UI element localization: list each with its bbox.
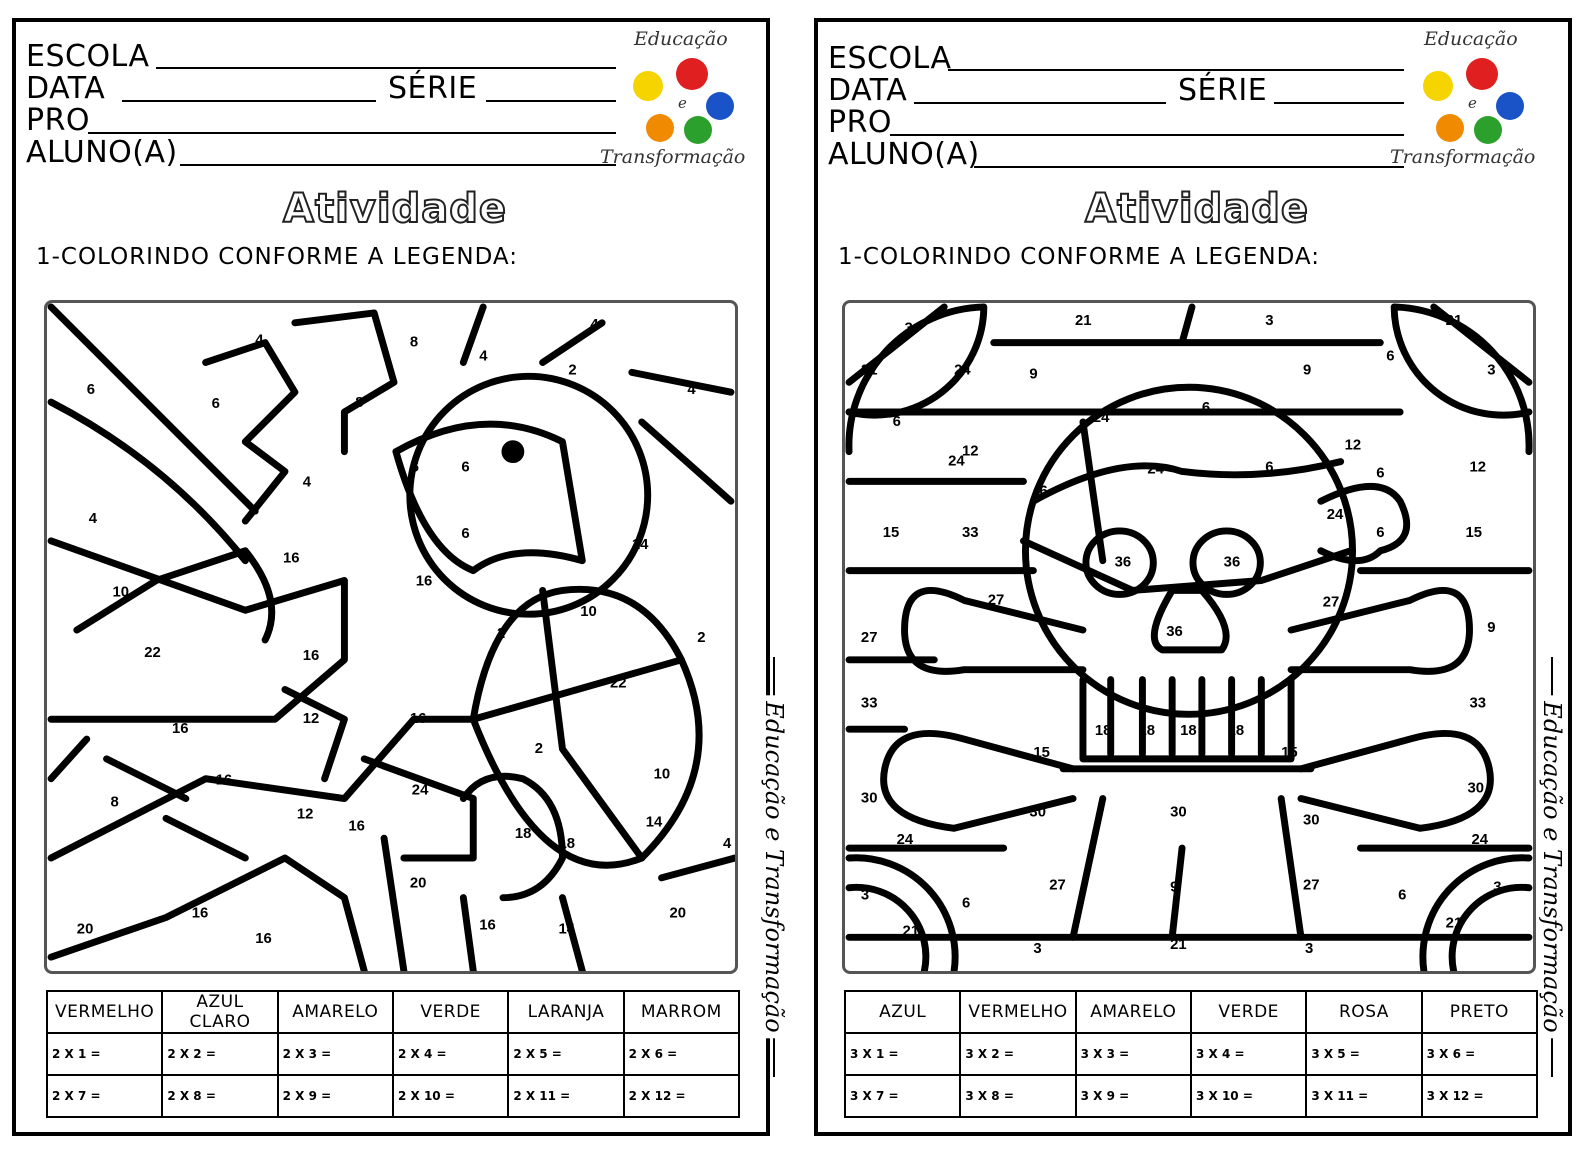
region-number: 6 bbox=[1039, 483, 1048, 500]
region-number: 6 bbox=[211, 396, 220, 413]
side-caption-text: Educação e Transformação bbox=[1538, 695, 1566, 1038]
side-caption bbox=[756, 657, 792, 1077]
color-label: LARANJA bbox=[508, 991, 623, 1033]
region-number: 8 bbox=[409, 334, 419, 351]
aluno-field[interactable] bbox=[974, 166, 1404, 168]
region-number: 27 bbox=[1322, 594, 1340, 611]
multiplication-cell[interactable]: 2 X 8 = bbox=[162, 1075, 277, 1117]
region-number: 14 bbox=[631, 536, 649, 553]
multiplication-cell[interactable]: 3 X 2 = bbox=[960, 1033, 1075, 1075]
region-number: 12 bbox=[296, 806, 314, 823]
region-number: 18 bbox=[1094, 723, 1112, 740]
region-number: 3 bbox=[1304, 941, 1314, 958]
region-number: 16 bbox=[171, 721, 189, 738]
aluno-label: ALUNO(A) bbox=[828, 137, 980, 172]
region-number: 24 bbox=[896, 832, 914, 849]
region-number: 24 bbox=[954, 362, 971, 379]
region-number: 30 bbox=[860, 790, 878, 807]
region-number: 2 bbox=[697, 629, 706, 646]
color-label: VERDE bbox=[393, 991, 508, 1033]
region-number: 30 bbox=[1029, 804, 1046, 821]
region-number: 21 bbox=[1445, 312, 1463, 329]
side-caption bbox=[1534, 657, 1570, 1077]
region-number: 15 bbox=[1033, 744, 1050, 761]
multiplication-cell[interactable]: 2 X 2 = bbox=[162, 1033, 277, 1075]
region-number: 16 bbox=[415, 573, 433, 590]
region-number: 27 bbox=[987, 592, 1005, 609]
skull-drawing bbox=[845, 303, 1533, 971]
instruction: 1-COLORINDO CONFORME A LEGENDA: bbox=[36, 244, 518, 270]
region-number: 4 bbox=[687, 382, 696, 399]
logo-middle-text: e bbox=[678, 94, 687, 112]
color-label: AZUL CLARO bbox=[162, 991, 277, 1033]
serie-field[interactable] bbox=[1274, 102, 1404, 104]
region-number: 8 bbox=[355, 395, 364, 412]
region-number: 30 bbox=[1467, 780, 1485, 797]
region-number: 21 bbox=[1445, 915, 1463, 932]
color-label: VERMELHO bbox=[47, 991, 162, 1033]
region-number: 9 bbox=[1029, 366, 1038, 383]
logo-bottom-text: Transformação bbox=[1390, 146, 1536, 168]
pro-label: PRO bbox=[26, 103, 91, 138]
pirate-picture bbox=[842, 300, 1536, 974]
region-number: 9 bbox=[1170, 879, 1179, 896]
region-number: 14 bbox=[558, 921, 576, 938]
region-number: 6 bbox=[86, 382, 95, 399]
region-number: 15 bbox=[1281, 744, 1298, 761]
region-number: 3 bbox=[904, 320, 913, 337]
multiplication-cell[interactable]: 3 X 11 = bbox=[1306, 1075, 1421, 1117]
region-number: 8 bbox=[110, 794, 119, 811]
region-number: 36 bbox=[1223, 554, 1241, 571]
region-number: 18 bbox=[1227, 723, 1245, 740]
pro-label: PRO bbox=[828, 105, 893, 140]
region-number: 33 bbox=[860, 695, 878, 712]
region-number: 16 bbox=[282, 550, 300, 567]
region-number: 27 bbox=[860, 629, 878, 646]
region-number: 3 bbox=[1265, 312, 1274, 329]
region-number: 30 bbox=[1170, 804, 1187, 821]
logo-top-text: Educação bbox=[1424, 28, 1518, 50]
logo bbox=[1390, 28, 1562, 180]
region-number: 10 bbox=[653, 766, 671, 783]
region-number: 22 bbox=[144, 644, 161, 661]
region-number: 24 bbox=[948, 453, 965, 470]
region-number: 9 bbox=[1487, 620, 1496, 637]
region-number: 6 bbox=[1376, 465, 1385, 482]
region-number: 2 bbox=[568, 362, 577, 379]
data-field[interactable] bbox=[122, 100, 376, 102]
region-number: 24 bbox=[1471, 832, 1488, 849]
region-number: 10 bbox=[112, 584, 130, 601]
region-number: 16 bbox=[302, 647, 320, 664]
data-field[interactable] bbox=[914, 102, 1166, 104]
region-number: 3 bbox=[860, 887, 870, 904]
region-number: 6 bbox=[1201, 400, 1211, 417]
region-number: 16 bbox=[215, 772, 233, 789]
region-number: 4 bbox=[302, 474, 312, 491]
region-number: 4 bbox=[590, 316, 599, 333]
region-number: 36 bbox=[1114, 554, 1132, 571]
region-number: 12 bbox=[962, 443, 979, 460]
multiplication-cell[interactable]: 2 X 12 = bbox=[624, 1075, 739, 1117]
multiplication-cell[interactable]: 2 X 10 = bbox=[393, 1075, 508, 1117]
logo bbox=[600, 28, 772, 180]
region-number: 6 bbox=[962, 895, 971, 912]
region-number: 24 bbox=[411, 782, 429, 799]
color-key-table bbox=[46, 990, 740, 1118]
region-number: 22 bbox=[610, 675, 627, 692]
region-number: 20 bbox=[669, 905, 687, 922]
multiplication-cell[interactable]: 3 X 9 = bbox=[1076, 1075, 1191, 1117]
region-number: 16 bbox=[255, 931, 272, 948]
region-number: 18 bbox=[558, 836, 576, 853]
region-number: 30 bbox=[1302, 812, 1320, 829]
region-number: 12 bbox=[1344, 437, 1362, 454]
region-number: 21 bbox=[1170, 937, 1187, 954]
escola-label: ESCOLA bbox=[828, 41, 952, 76]
region-number: 3 bbox=[1493, 879, 1502, 896]
multiplication-cell[interactable]: 3 X 6 = bbox=[1422, 1033, 1537, 1075]
region-number: 21 bbox=[902, 923, 920, 940]
region-number: 16 bbox=[479, 917, 496, 934]
region-number: 6 bbox=[461, 459, 470, 476]
region-number: 36 bbox=[1166, 624, 1183, 641]
region-number: 27 bbox=[1049, 877, 1066, 894]
data-label: DATA bbox=[26, 71, 106, 106]
region-number: 6 bbox=[1398, 887, 1407, 904]
multiplication-cell[interactable]: 3 X 7 = bbox=[845, 1075, 960, 1117]
multiplication-cell[interactable]: 2 X 9 = bbox=[278, 1075, 393, 1117]
escola-field[interactable] bbox=[948, 69, 1404, 71]
multiplication-cell[interactable]: 2 X 5 = bbox=[508, 1033, 623, 1075]
multiplication-cell[interactable]: 2 X 7 = bbox=[47, 1075, 162, 1117]
multiplication-cell[interactable]: 3 X 1 = bbox=[845, 1033, 960, 1075]
region-number: 24 bbox=[1092, 409, 1110, 426]
escola-label: ESCOLA bbox=[26, 39, 150, 74]
region-number: 6 bbox=[461, 525, 470, 542]
region-number: 33 bbox=[962, 524, 979, 541]
multiplication-cell[interactable]: 2 X 6 = bbox=[624, 1033, 739, 1075]
region-number: 21 bbox=[1075, 312, 1092, 329]
color-label: VERDE bbox=[1191, 991, 1306, 1033]
logo-middle-text: e bbox=[1468, 94, 1477, 112]
color-label: AZUL bbox=[845, 991, 960, 1033]
color-label: MARROM bbox=[624, 991, 739, 1033]
region-number: 6 bbox=[1376, 524, 1385, 541]
region-number: 10 bbox=[580, 604, 597, 621]
region-number: 18 bbox=[1138, 723, 1155, 740]
region-number: 24 bbox=[1326, 507, 1344, 524]
page-title: Atividade bbox=[1085, 186, 1309, 232]
pro-field[interactable] bbox=[890, 134, 1404, 136]
region-number: 16 bbox=[409, 711, 427, 728]
side-caption-text: Educação e Transformação bbox=[760, 695, 788, 1038]
region-number: 6 bbox=[410, 459, 420, 476]
serie-label: SÉRIE bbox=[1178, 73, 1268, 108]
color-key-table bbox=[844, 990, 1538, 1118]
multiplication-cell[interactable]: 3 X 3 = bbox=[1076, 1033, 1191, 1075]
data-label: DATA bbox=[828, 73, 908, 108]
region-number: 6 bbox=[1265, 459, 1274, 476]
region-number: 18 bbox=[1180, 723, 1197, 740]
region-number: 6 bbox=[892, 413, 901, 430]
region-number: 4 bbox=[255, 332, 264, 349]
multiplication-cell[interactable]: 2 X 3 = bbox=[278, 1033, 393, 1075]
region-number: 18 bbox=[514, 826, 532, 843]
serie-label: SÉRIE bbox=[388, 71, 478, 106]
multiplication-cell[interactable]: 3 X 5 = bbox=[1306, 1033, 1421, 1075]
color-label: PRETO bbox=[1422, 991, 1537, 1033]
multiplication-cell[interactable]: 3 X 8 = bbox=[960, 1075, 1075, 1117]
page-title: Atividade bbox=[283, 186, 507, 232]
region-number: 6 bbox=[1386, 348, 1395, 365]
region-number: 16 bbox=[348, 818, 365, 835]
multiplication-cell[interactable]: 2 X 4 = bbox=[393, 1033, 508, 1075]
serie-field[interactable] bbox=[486, 100, 616, 102]
region-number: 4 bbox=[88, 511, 97, 528]
color-label: VERMELHO bbox=[960, 991, 1075, 1033]
pro-field[interactable] bbox=[88, 132, 616, 134]
region-number: 20 bbox=[76, 921, 94, 938]
escola-field[interactable] bbox=[156, 67, 616, 69]
color-label: ROSA bbox=[1306, 991, 1421, 1033]
worksheet-left bbox=[12, 18, 788, 1136]
multiplication-cell[interactable]: 3 X 12 = bbox=[1422, 1075, 1537, 1117]
region-number: 20 bbox=[409, 875, 427, 892]
region-number: 14 bbox=[645, 814, 663, 831]
aluno-label: ALUNO(A) bbox=[26, 135, 178, 170]
region-number: 2 bbox=[497, 625, 506, 642]
region-number: 3 bbox=[1487, 362, 1496, 379]
aluno-field[interactable] bbox=[180, 164, 616, 166]
region-number: 4 bbox=[723, 836, 732, 853]
region-number: 15 bbox=[882, 524, 900, 541]
region-number: 16 bbox=[191, 905, 209, 922]
region-number: 15 bbox=[1465, 524, 1483, 541]
region-number: 24 bbox=[1147, 461, 1164, 478]
region-number: 4 bbox=[479, 348, 488, 365]
multiplication-cell[interactable]: 3 X 4 = bbox=[1191, 1033, 1306, 1075]
multiplication-cell[interactable]: 2 X 1 = bbox=[47, 1033, 162, 1075]
parrot-drawing bbox=[47, 303, 735, 971]
parrot-picture bbox=[44, 300, 738, 974]
region-number: 12 bbox=[302, 711, 320, 728]
logo-bottom-text: Transformação bbox=[600, 146, 746, 168]
color-label: AMARELO bbox=[1076, 991, 1191, 1033]
multiplication-cell[interactable]: 2 X 11 = bbox=[508, 1075, 623, 1117]
multiplication-cell[interactable]: 3 X 10 = bbox=[1191, 1075, 1306, 1117]
region-number: 27 bbox=[1302, 877, 1320, 894]
region-number: 12 bbox=[1469, 459, 1487, 476]
worksheet-right bbox=[814, 18, 1572, 1136]
region-number: 33 bbox=[1469, 695, 1487, 712]
color-label: AMARELO bbox=[278, 991, 393, 1033]
region-number: 9 bbox=[1302, 362, 1312, 379]
region-number: 2 bbox=[534, 740, 543, 757]
region-number: 3 bbox=[1033, 941, 1042, 958]
logo-top-text: Educação bbox=[634, 28, 728, 50]
region-number: 21 bbox=[860, 362, 878, 379]
instruction: 1-COLORINDO CONFORME A LEGENDA: bbox=[838, 244, 1320, 270]
